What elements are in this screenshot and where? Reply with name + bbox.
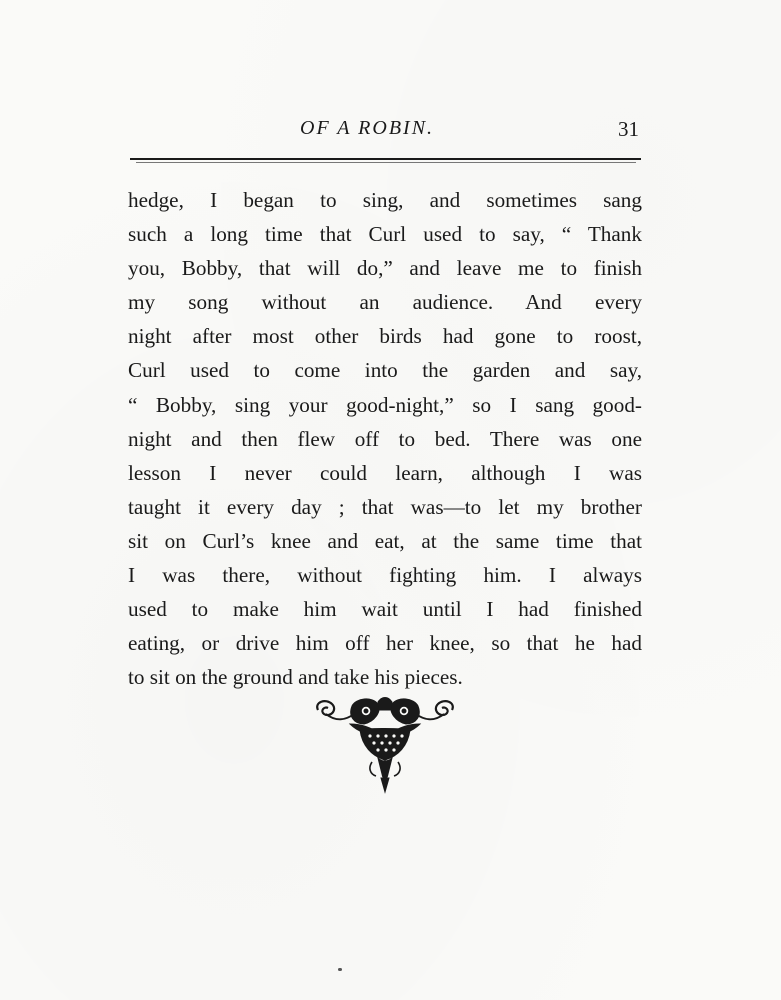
page-number: 31 — [618, 117, 639, 141]
body-text — [128, 183, 642, 694]
print-speck — [338, 968, 342, 971]
text-line: to sit on the ground and take his pieces. — [128, 665, 463, 690]
text-line: Curl used to come into the garden and say, — [128, 358, 642, 383]
text-line: used to make him wait until I had finished — [128, 597, 642, 622]
text-line: sit on Curl’s knee and eat, at the same time that — [128, 528, 642, 553]
text-line: you, Bobby, that will do,” and leave me to finish — [128, 256, 642, 281]
text-line: my song without an audience. And every — [128, 290, 642, 315]
text-line: night after most other birds had gone to roost, — [128, 324, 642, 349]
text-line: hedge, I began to sing, and sometimes sang — [128, 188, 642, 212]
text-line: night and then flew off to bed. There was one — [128, 426, 642, 451]
text-line: lesson I never could learn, although I was — [128, 460, 642, 485]
floral-tailpiece-icon — [312, 696, 458, 796]
text-line: “ Bobby, sing your good-night,” so I sang good- — [128, 392, 642, 417]
text-line: eating, or drive him off her knee, so that he had — [128, 631, 642, 656]
text-line: taught it every day ; that was—to let my brother — [128, 494, 642, 519]
running-title: OF A ROBIN. — [300, 117, 435, 139]
text-line: I was there, without fighting him. I always — [128, 563, 642, 588]
header-rule-thin — [136, 162, 636, 163]
header-rule — [130, 158, 641, 160]
running-head — [0, 117, 781, 145]
text-line: such a long time that Curl used to say, “ Thank — [128, 222, 642, 247]
